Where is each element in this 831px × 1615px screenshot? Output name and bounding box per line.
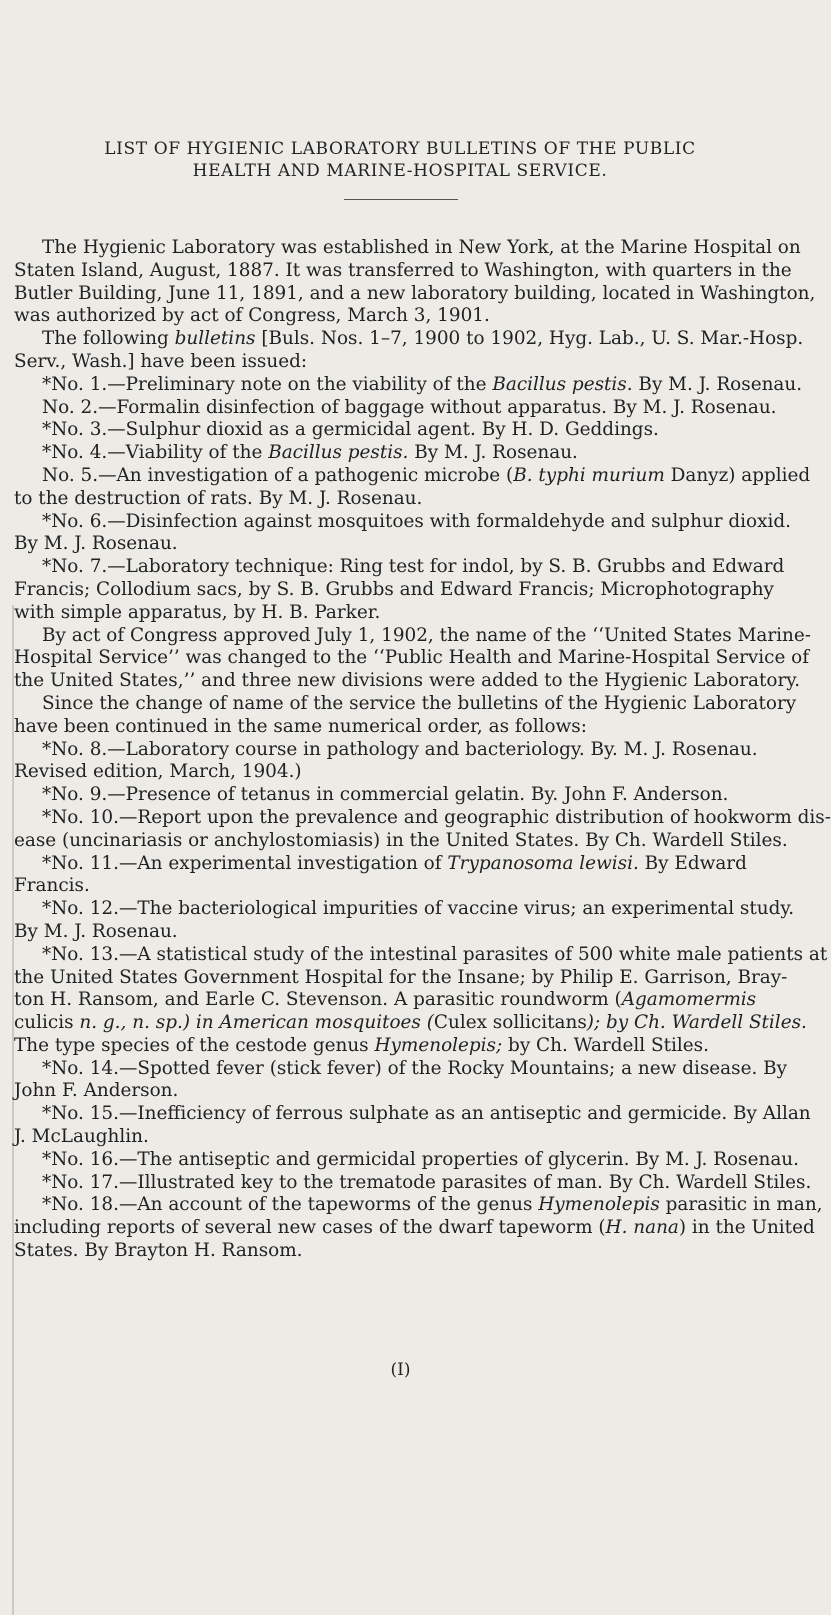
text-span: Butler Building, June 11, 1891, and a new laboratory building, located in Washington,	[14, 282, 816, 304]
text-span: Francis; Collodium sacs, by S. B. Grubbs and Edward Francis; Microphotography	[14, 578, 774, 600]
text-line	[0, 624, 811, 648]
text-line	[0, 602, 801, 625]
text-span: ton H. Ransom, and Earle C. Stevenson. A parasitic roundworm (	[14, 989, 622, 1011]
text-line	[0, 1103, 811, 1126]
text-span: by Ch. Wardell Stiles.	[502, 1034, 709, 1056]
text-line	[0, 237, 801, 260]
text-span: Since the change of name of the service the bulletins of the Hygienic Laboratory	[42, 692, 797, 714]
italic-text: Bacillus pestis.	[268, 442, 409, 464]
text-line	[0, 442, 801, 465]
text-span: States. By Brayton H. Ransom.	[14, 1240, 303, 1262]
text-line	[0, 351, 801, 374]
text-line	[0, 693, 801, 716]
text-span: Francis.	[14, 875, 90, 897]
text-span: *No. 17.—Illustrated key to the trematode parasites of man. By Ch. Wardell Stiles.	[42, 1171, 812, 1193]
text-line	[0, 967, 801, 990]
text-line	[0, 488, 801, 511]
bulletin-list	[0, 237, 831, 1263]
title-line-2: HEALTH AND MARINE-HOSPITAL SERVICE.	[192, 161, 608, 181]
text-span: *No. 1.—Preliminary note on the viability of the	[42, 373, 493, 395]
text-line	[0, 647, 810, 670]
text-span: *No. 18.—An account of the tapeworms of the genus	[42, 1194, 539, 1216]
text-span: *No. 4.—Viability of the	[42, 442, 269, 464]
text-span: *No. 6.—Disinfection against mosquitoes with formaldehyde and sulphur dioxid.	[42, 510, 791, 532]
text-line	[0, 260, 801, 283]
text-span: No. 5.—An investigation of a pathogenic microbe (	[42, 464, 514, 486]
text-line	[0, 830, 801, 853]
italic-text: B. typhi murium	[513, 464, 665, 486]
text-span: By M. J. Rosenau.	[632, 373, 803, 395]
text-line	[0, 1035, 801, 1058]
text-span: culicis	[14, 1012, 74, 1034]
text-span: Staten Island, August, 1887. It was transferred to Washington, with quarters in the	[14, 259, 792, 281]
text-span: By Edward	[638, 852, 747, 874]
text-span: Danyz) applied	[664, 464, 811, 486]
italic-text: n. g., n. sp.) in American mosquitoes (	[73, 1012, 434, 1034]
text-span: the United States,’’ and three new divisions were added to the Hygienic Laboratory.	[14, 670, 801, 692]
text-span: *No. 15.—Inefficiency of ferrous sulphate as an antiseptic and germicide. By Allan	[42, 1103, 811, 1125]
text-line	[0, 784, 801, 807]
text-span: *No. 16.—The antiseptic and germicidal properties of glycerin. By M. J. Rosenau.	[42, 1148, 799, 1170]
text-span: *No. 8.—Laboratory course in pathology and bacteriology. By. M. J. Rosenau.	[42, 738, 758, 760]
italic-text: ); by Ch. Wardell Stiles.	[586, 1012, 807, 1034]
text-line	[0, 989, 801, 1012]
text-span: *No. 14.—Spotted fever (stick fever) of the Rocky Mountains; a new disease. By	[42, 1057, 788, 1079]
italic-text: Hymenolepis	[538, 1194, 660, 1216]
text-line	[0, 1012, 807, 1035]
text-span: The type species of the cestode genus	[14, 1034, 375, 1056]
text-line	[0, 1080, 801, 1103]
text-line	[0, 806, 831, 830]
text-line	[0, 739, 801, 762]
italic-text: H. nana	[605, 1217, 679, 1239]
text-line	[0, 716, 801, 739]
text-span: By M. J. Rosenau.	[408, 442, 578, 464]
text-span: ) in the United	[678, 1217, 815, 1239]
text-span: parasitic in man,	[659, 1194, 823, 1216]
text-span: No. 2.—Formalin disinfection of baggage without apparatus. By M. J. Rosenau.	[42, 396, 777, 418]
text-span: including reports of several new cases of the dwarf tapeworm (	[14, 1217, 606, 1239]
text-line	[0, 533, 801, 556]
text-line	[0, 374, 801, 397]
title-divider	[344, 199, 458, 200]
text-span: to the destruction of rats. By M. J. Rosenau.	[14, 487, 423, 509]
text-line	[0, 761, 801, 784]
italic-text: Agamomermis	[621, 989, 757, 1011]
text-span: The following	[42, 328, 175, 350]
text-line	[0, 579, 801, 602]
title-line-1: LIST OF HYGIENIC LABORATORY BULLETINS OF THE PUBLIC	[104, 139, 696, 159]
text-span: *No. 9.—Presence of tetanus in commercial gelatin. By. John F. Anderson.	[42, 784, 729, 806]
text-line	[0, 670, 801, 693]
text-span: John F. Anderson.	[14, 1080, 179, 1102]
text-line	[0, 328, 804, 351]
text-line	[0, 1217, 815, 1240]
italic-text: Bacillus pestis.	[492, 373, 633, 395]
text-span: *No. 3.—Sulphur dioxid as a germicidal agent. By H. D. Geddings.	[42, 419, 659, 441]
text-span: *No. 10.—Report upon the prevalence and geographic distribution of hookworm dis-	[42, 806, 831, 828]
text-span: By M. J. Rosenau.	[14, 533, 178, 555]
text-line	[0, 921, 801, 944]
page-title	[20, 138, 780, 182]
text-span: *No. 12.—The bacteriological impurities of vaccine virus; an experimental study.	[42, 898, 795, 920]
text-line	[0, 1194, 823, 1217]
text-line	[0, 397, 801, 420]
text-line	[0, 464, 811, 488]
text-span: The Hygienic Laboratory was established in New York, at the Marine Hospital on	[42, 237, 801, 258]
text-line	[0, 419, 801, 442]
text-span: the United States Government Hospital for the Insane; by Philip E. Garrison, Bray-	[14, 966, 788, 988]
text-line	[0, 1240, 801, 1263]
text-span: was authorized by act of Congress, March 3, 1901.	[14, 305, 490, 327]
text-line	[0, 1171, 812, 1195]
text-line	[0, 1149, 801, 1172]
text-span: *No. 11.—An experimental investigation of	[42, 852, 448, 874]
text-line	[0, 305, 801, 328]
text-span: Serv., Wash.] have been issued:	[14, 350, 308, 372]
page-number: (I)	[390, 1360, 411, 1380]
text-span: *No. 7.—Laboratory technique: Ring test for indol, by S. B. Grubbs and Edward	[42, 556, 785, 578]
text-line	[0, 875, 801, 898]
text-line	[0, 511, 801, 534]
text-line	[0, 1126, 801, 1149]
text-span: with simple apparatus, by H. B. Parker.	[14, 601, 381, 623]
text-line	[0, 898, 801, 921]
text-span: *No. 13.—A statistical study of the intestinal parasites of 500 white male patients at	[42, 943, 828, 965]
italic-text: Trypanosoma lewisi.	[447, 852, 639, 874]
text-span: Hospital Service’’ was changed to the ‘‘Public Health and Marine-Hospital Service of	[14, 647, 810, 669]
text-span: Culex sollicitans	[433, 1012, 587, 1034]
text-span: By act of Congress approved July 1, 1902, the name of the ‘‘United States Marine-	[42, 624, 811, 646]
italic-text: Hymenolepis;	[374, 1034, 503, 1056]
text-line	[0, 556, 801, 579]
text-line	[0, 853, 801, 876]
text-span: ease (uncinariasis or anchylostomiasis) in the United States. By Ch. Wardell Stiles.	[14, 829, 788, 851]
text-line	[0, 1058, 801, 1081]
text-span: Revised edition, March, 1904.)	[14, 761, 302, 783]
text-span: J. McLaughlin.	[14, 1126, 149, 1148]
text-span: have been continued in the same numerical order, as follows:	[14, 715, 587, 737]
italic-text: bulletins	[174, 328, 256, 350]
text-span: [Buls. Nos. 1–7, 1900 to 1902, Hyg. Lab., U. S. Mar.-Hosp.	[255, 328, 804, 350]
text-line	[0, 943, 828, 967]
text-span: By M. J. Rosenau.	[14, 920, 178, 942]
text-line	[0, 282, 816, 306]
